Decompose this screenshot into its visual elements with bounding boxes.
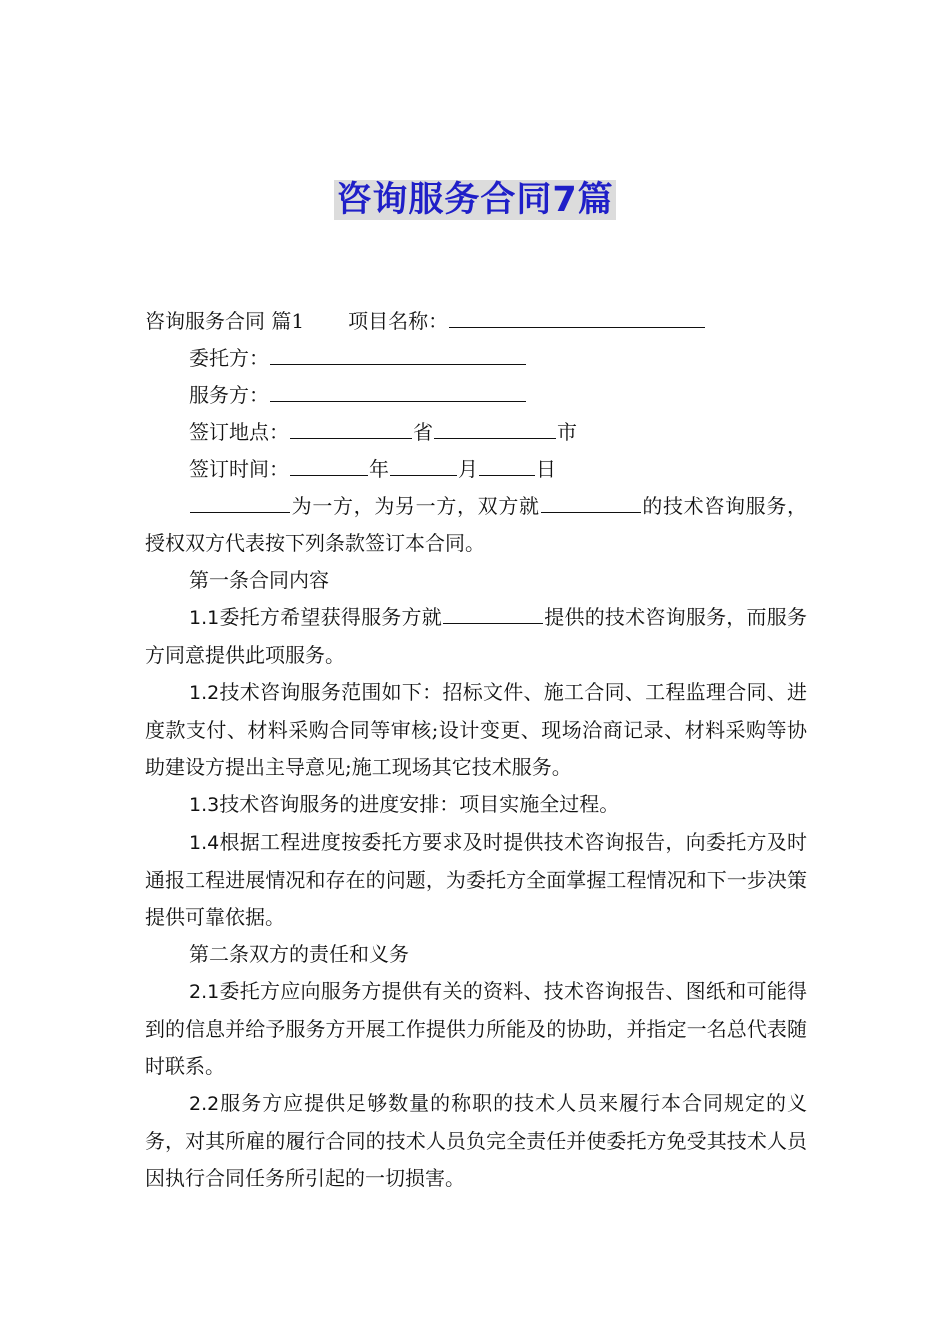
- clause-1-4-number: 1.4: [189, 832, 220, 854]
- client-label: 委托方：: [189, 346, 269, 370]
- clause-2-1: [145, 973, 807, 1085]
- clause-1-2-number: 1.2: [189, 682, 220, 704]
- clause-1-3-number: 1.3: [189, 794, 220, 816]
- clause-1-4: [145, 824, 807, 936]
- contract-body: [145, 303, 807, 1197]
- intro-part2: 的技术咨询服务，授权双方代表按下列条款签订本合同。: [145, 494, 808, 555]
- clause-1-4-text: 根据工程进度按委托方要求及时提供技术咨询报告，向委托方及时通报工程进展情况和存在的问题，为委托方全面掌握工程情况和下一步决策提供可靠依据。: [145, 830, 807, 929]
- clause-1-2: [145, 674, 807, 786]
- year-blank: [290, 455, 368, 476]
- provider-line: [145, 377, 807, 414]
- clause-1-2-text: 技术咨询服务范围如下：招标文件、施工合同、工程监理合同、进度款支付、材料采购合同等审核;设计变更、现场洽商记录、材料采购等协助建设方提出主导意见;施工现场其它技术服务。: [145, 680, 807, 779]
- client-blank: [270, 344, 526, 365]
- subject-blank: [541, 492, 641, 513]
- day-text: 日: [536, 457, 556, 481]
- clause-2-1-text: 委托方应向服务方提供有关的资料、技术咨询报告、图纸和可能得到的信息并给予服务方开展工作提供力所能及的协助，并指定一名总代表随时联系。: [145, 979, 807, 1078]
- project-name-label: 项目名称：: [348, 309, 449, 333]
- province-text: 省: [413, 420, 433, 444]
- intro-part1: 为一方，为另一方，双方就: [291, 494, 540, 518]
- sign-time-label: 签订时间：: [189, 457, 289, 481]
- section-2-heading-text: 第二条双方的责任和义务: [189, 942, 409, 966]
- clause-1-1-blank: [443, 603, 543, 624]
- project-name-blank: [449, 307, 705, 328]
- title-text: 咨询服务合同7篇: [336, 180, 614, 220]
- day-blank: [479, 455, 535, 476]
- provider-blank: [270, 381, 526, 402]
- year-text: 年: [369, 457, 389, 481]
- contract-label: 咨询服务合同 篇1: [145, 309, 305, 333]
- sign-place-label: 签订地点：: [189, 420, 289, 444]
- header-line: [145, 303, 807, 340]
- intro-paragraph: [145, 488, 807, 562]
- document-title: [0, 178, 950, 222]
- clause-1-1-text-a: 委托方希望获得服务方就: [219, 605, 442, 629]
- province-blank: [290, 418, 412, 439]
- clause-2-2-number: 2.2: [189, 1093, 220, 1115]
- clause-2-1-number: 2.1: [189, 981, 220, 1003]
- city-blank: [434, 418, 556, 439]
- clause-1-1-text-b: 提供的技术咨询服务，而服务方同意提供此项服务。: [145, 605, 808, 667]
- section-1-heading-text: 第一条合同内容: [189, 568, 329, 592]
- clause-2-2: [145, 1085, 807, 1197]
- clause-1-1: [145, 599, 807, 674]
- party-blank: [190, 492, 290, 513]
- clause-2-2-text: 服务方应提供足够数量的称职的技术人员来履行本合同规定的义务，对其所雇的履行合同的技术人员负完全责任并使委托方免受其技术人员因执行合同任务所引起的一切损害。: [145, 1091, 807, 1190]
- clause-1-3: [145, 786, 807, 824]
- provider-label: 服务方：: [189, 383, 269, 407]
- month-blank: [390, 455, 457, 476]
- clause-1-3-text: 技术咨询服务的进度安排：项目实施全过程。: [219, 792, 620, 816]
- clause-1-1-number: 1.1: [189, 607, 220, 629]
- month-text: 月: [458, 457, 478, 481]
- sign-time-line: [145, 451, 807, 488]
- sign-place-line: [145, 414, 807, 451]
- section-1-heading: [145, 562, 807, 599]
- section-2-heading: [145, 936, 807, 973]
- city-text: 市: [557, 420, 577, 444]
- client-line: [145, 340, 807, 377]
